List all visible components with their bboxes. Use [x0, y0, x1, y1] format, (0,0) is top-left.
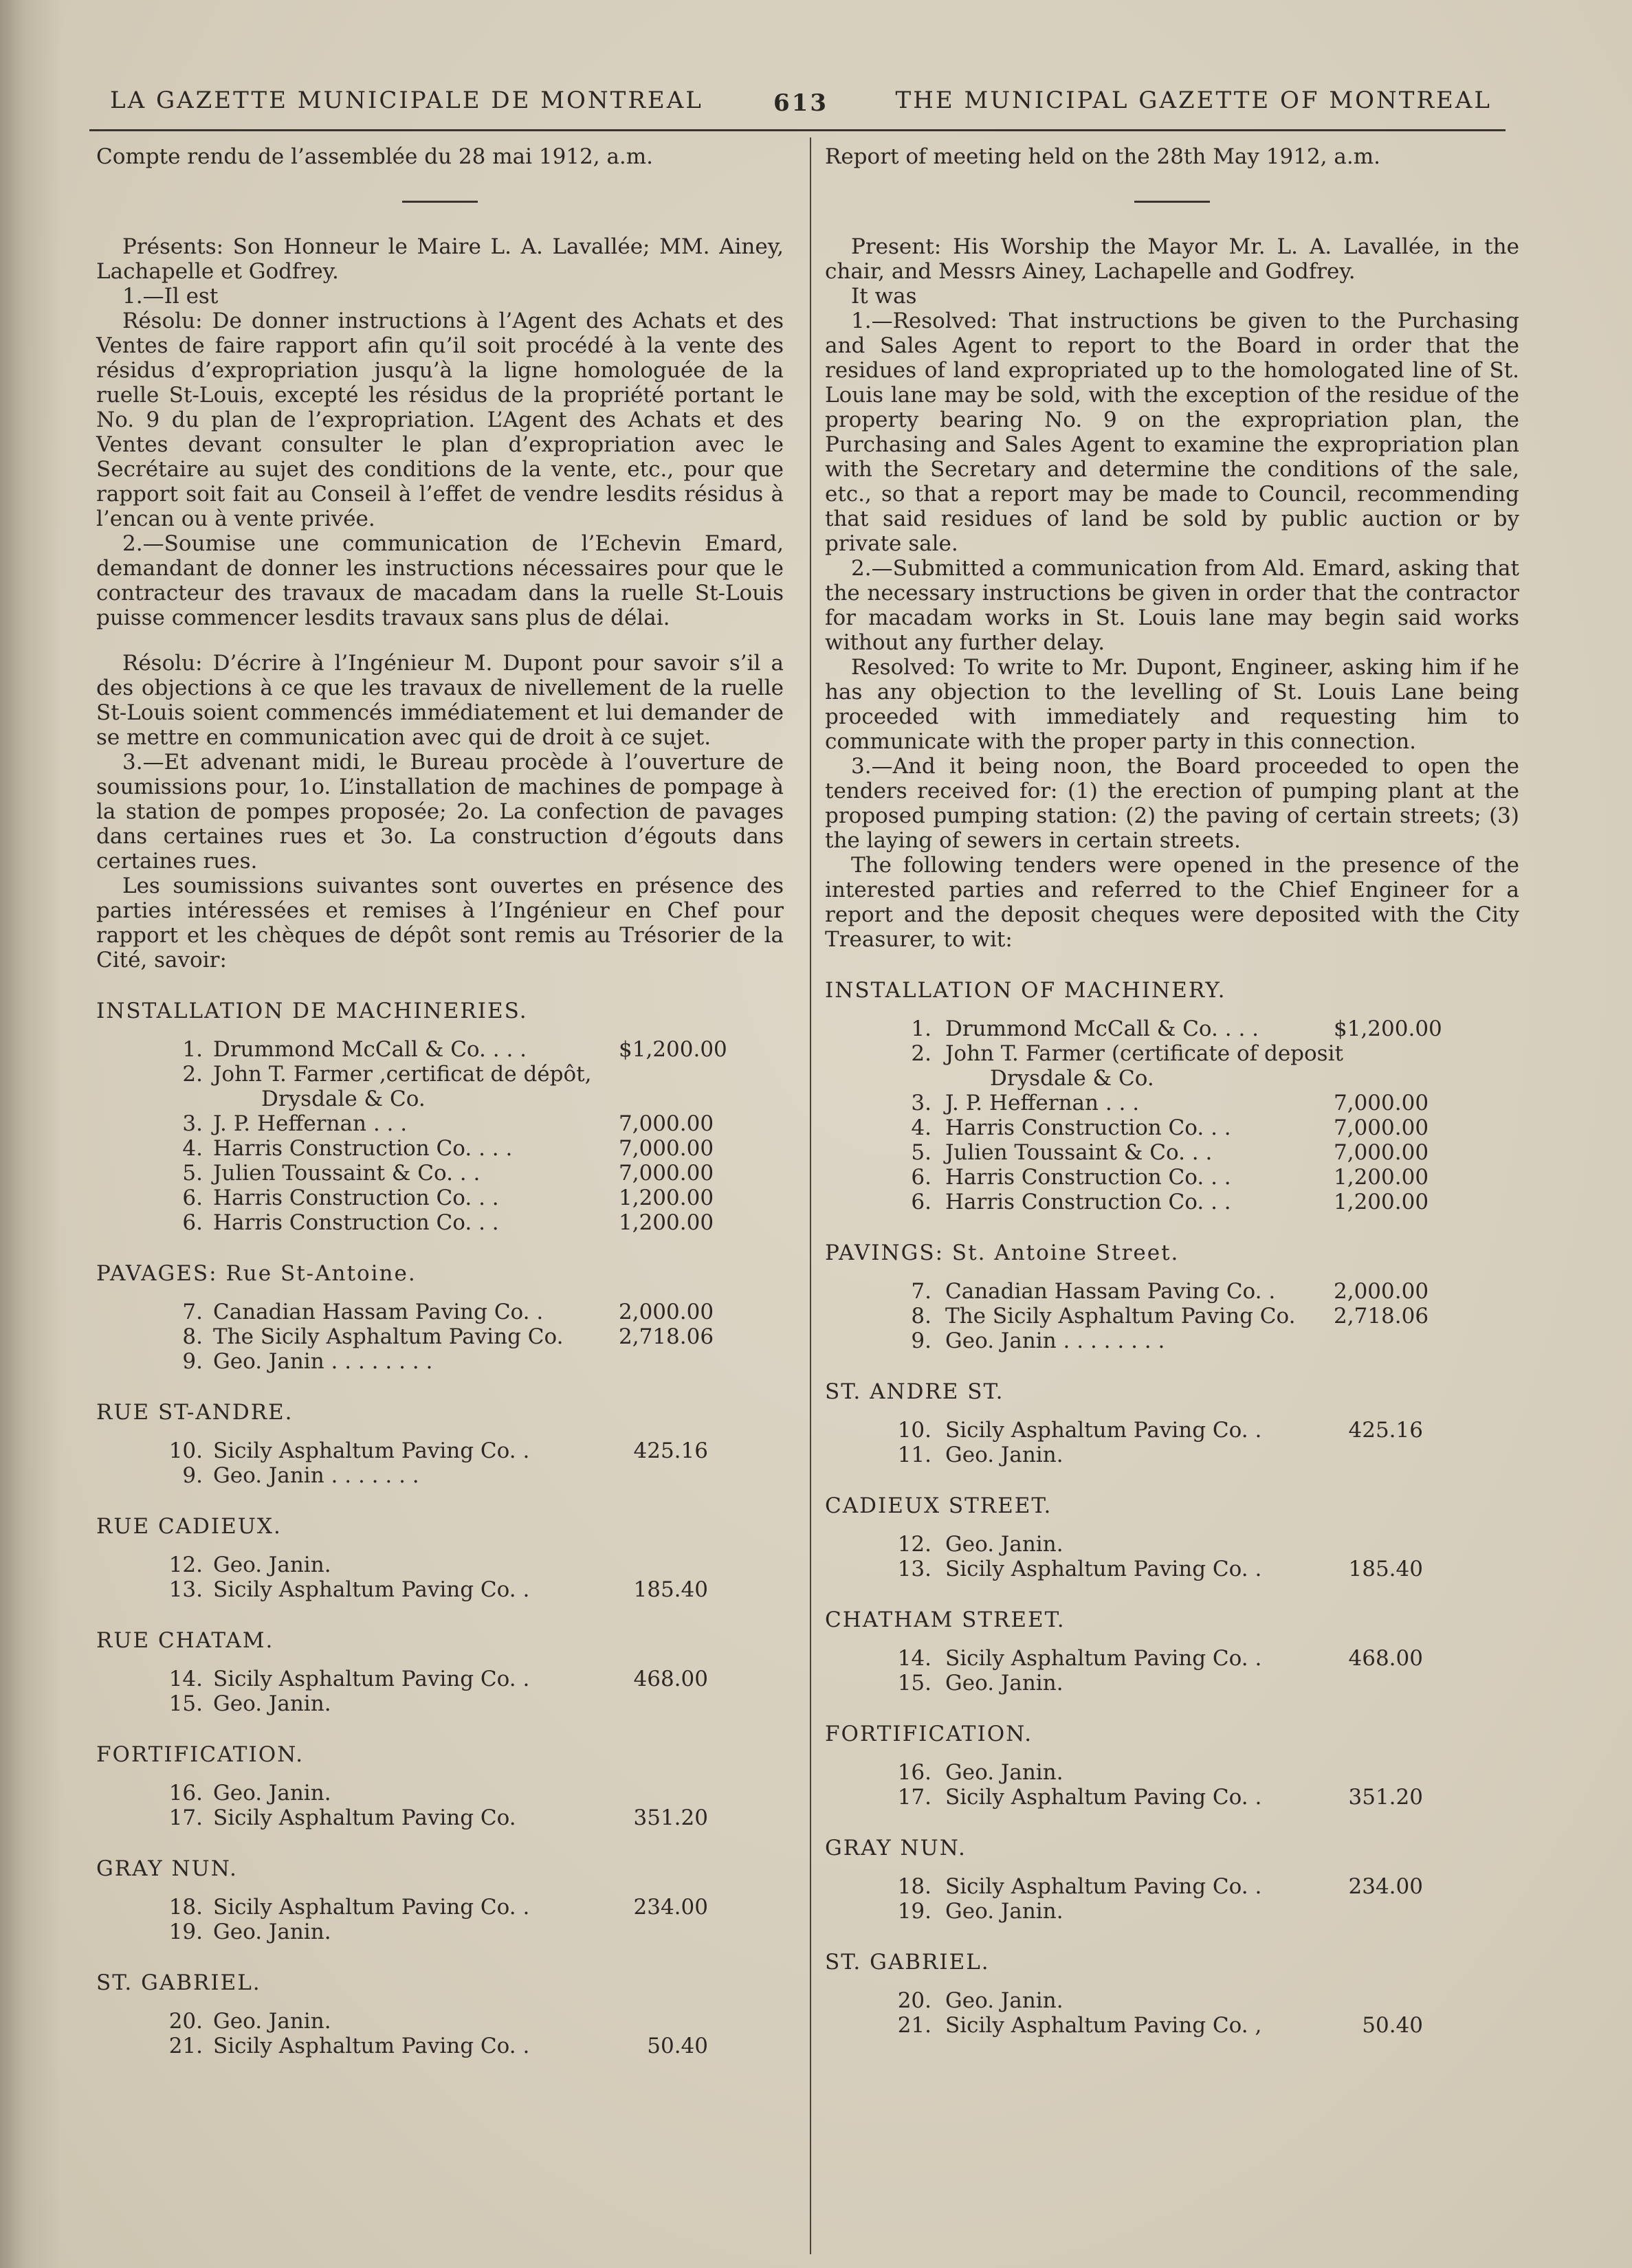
- tender-row: [825, 1671, 1519, 1696]
- tender-list: [96, 1553, 784, 1602]
- tender-row: [96, 1895, 784, 1920]
- tender-company: Geo. Janin . . . . . . . .: [213, 1349, 433, 1374]
- tender-row: [96, 1062, 784, 1111]
- section-heading: RUE CHATAM.: [96, 1628, 274, 1653]
- tender-company: Geo. Janin.: [945, 1443, 1063, 1467]
- tender-company: Sicily Asphaltum Paving Co. .: [945, 1874, 1262, 1899]
- tender-row: [96, 1349, 784, 1374]
- french-item-2: 2.—Soumise une communication de l’Echevin Emard, demandant de donner les instructions nécessaires pour que le contracteur des travaux de macadam dans la ruelle St-Louis puisse commencer lesdits travaux sans plus de délai.: [96, 531, 784, 630]
- tender-amount: 468.00: [1348, 1646, 1423, 1671]
- tender-list: [96, 1895, 784, 1944]
- tender-row: [96, 1300, 784, 1324]
- tender-number: 8.: [182, 1324, 203, 1349]
- tender-amount: 1,200.00: [619, 1186, 714, 1210]
- tender-company: Drummond McCall & Co. . . .: [945, 1016, 1259, 1041]
- tender-company: The Sicily Asphaltum Paving Co.: [945, 1304, 1296, 1328]
- tender-number: 9.: [182, 1463, 203, 1488]
- page-header: [110, 82, 1492, 124]
- tender-number: 5.: [911, 1140, 931, 1165]
- french-tenders-intro: Les soumissions suivantes sont ouvertes en présence des parties intéressées et remises à l’Ingénieur en Chef pour rapport et les chèques de dépôt sont remis au Trésorier de la Cité, savoir:: [96, 874, 784, 972]
- tender-row: [96, 1438, 784, 1463]
- tender-row: [825, 1304, 1519, 1328]
- tender-amount: $1,200.00: [619, 1037, 727, 1062]
- tender-number: 3.: [911, 1091, 931, 1115]
- tender-row: [96, 2034, 784, 2058]
- french-tender-sections: [96, 999, 784, 2058]
- tender-amount: 2,000.00: [1334, 1279, 1429, 1304]
- tender-company: Harris Construction Co. . .: [213, 1186, 499, 1210]
- english-attendance: Present: His Worship the Mayor Mr. L. A. Lavallée, in the chair, and Messrs Ainey, Lachapelle and Godfrey.: [825, 234, 1519, 284]
- tender-number: 4.: [911, 1115, 931, 1140]
- tender-row: [825, 1760, 1519, 1785]
- tender-company: Geo. Janin.: [213, 1691, 331, 1716]
- tender-number: 17.: [897, 1785, 931, 1810]
- tender-number: 12.: [897, 1532, 931, 1557]
- tender-row: [825, 1646, 1519, 1671]
- tender-amount: 2,000.00: [619, 1300, 714, 1324]
- tender-row: [825, 1091, 1519, 1115]
- tender-amount: 234.00: [1348, 1874, 1423, 1899]
- tender-number: 4.: [182, 1136, 203, 1161]
- section-heading: CHATHAM STREET.: [825, 1608, 1066, 1632]
- french-meeting-title: Compte rendu de l’assemblée du 28 mai 1912, a.m.: [96, 144, 654, 169]
- tender-amount: 50.40: [1362, 2013, 1423, 2038]
- section-heading: ST. GABRIEL.: [825, 1950, 990, 1975]
- tender-number: 6.: [182, 1210, 203, 1235]
- tender-number: 17.: [168, 1805, 203, 1830]
- tender-number: 13.: [168, 1577, 203, 1602]
- header-french-title: LA GAZETTE MUNICIPALE DE MONTREAL: [110, 87, 703, 114]
- tender-row: [825, 1279, 1519, 1304]
- tender-number: 1.: [182, 1037, 203, 1062]
- tender-row: [96, 1553, 784, 1577]
- page-number: 613: [773, 89, 828, 117]
- tender-company: Sicily Asphaltum Paving Co. .: [213, 2034, 530, 2058]
- tender-row: [96, 1210, 784, 1235]
- tender-amount: 185.40: [633, 1577, 708, 1602]
- tender-number: 15.: [168, 1691, 203, 1716]
- tender-list: [96, 1667, 784, 1716]
- tender-row: [825, 1532, 1519, 1557]
- tender-row: [825, 1874, 1519, 1899]
- section-heading: ST. GABRIEL.: [96, 1970, 261, 1995]
- tender-row: [96, 1691, 784, 1716]
- tender-list: [96, 1300, 784, 1374]
- tender-list: [96, 1037, 784, 1235]
- tender-row: [96, 1186, 784, 1210]
- tender-row: [96, 1463, 784, 1488]
- tender-row: [96, 1920, 784, 1944]
- french-il-est: 1.—Il est: [122, 284, 219, 309]
- tender-list: [825, 1532, 1519, 1581]
- tender-amount: 234.00: [633, 1895, 708, 1920]
- tender-company-cont: Drysdale & Co.: [261, 1087, 426, 1111]
- tender-list: [825, 1760, 1519, 1810]
- tender-amount: $1,200.00: [1334, 1016, 1442, 1041]
- tender-number: 16.: [168, 1781, 203, 1805]
- tender-number: 20.: [897, 1988, 931, 2013]
- tender-row: [825, 2013, 1519, 2038]
- tender-amount: 425.16: [1348, 1418, 1423, 1443]
- tender-number: 19.: [168, 1920, 203, 1944]
- tender-amount: 351.20: [1348, 1785, 1423, 1810]
- column-divider: [810, 137, 811, 2254]
- tender-amount: 7,000.00: [619, 1136, 714, 1161]
- tender-amount: 185.40: [1348, 1557, 1423, 1581]
- french-resolution-1: Résolu: De donner instructions à l’Agent des Achats et des Ventes de faire rapport afin qu’il soit procédé à la vente des résidus d’expropriation jusqu’à la ligne homologuée de la ruelle St-Louis, excepté les résidus de la propriété portant le No. 9 du plan de l’expropriation. L’Agent des Achats et des Ventes devant consulter le plan d’expropriation avec le Secrétaire au sujet des conditions de la vente, etc., pour que rapport soit fait au Conseil à l’effet de vendre lesdits résidus à l’encan ou à vente privée.: [96, 309, 784, 531]
- section-heading: INSTALLATION OF MACHINERY.: [825, 978, 1226, 1003]
- tender-company: Geo. Janin.: [945, 1671, 1063, 1696]
- tender-number: 3.: [182, 1111, 203, 1136]
- tender-number: 1.: [911, 1016, 931, 1041]
- tender-company: J. P. Heffernan . . .: [945, 1091, 1140, 1115]
- tender-company: Sicily Asphaltum Paving Co. .: [213, 1895, 530, 1920]
- section-heading: RUE ST-ANDRE.: [96, 1400, 294, 1425]
- tender-number: 10.: [897, 1418, 931, 1443]
- tender-list: [825, 1646, 1519, 1696]
- tender-company: Geo. Janin.: [213, 1920, 331, 1944]
- english-title-rule: [1134, 201, 1210, 203]
- tender-row: [96, 1577, 784, 1602]
- section-heading: ST. ANDRE ST.: [825, 1379, 1004, 1404]
- section-heading: FORTIFICATION.: [825, 1722, 1033, 1746]
- tender-row: [825, 1016, 1519, 1041]
- tender-number: 8.: [911, 1304, 931, 1328]
- tender-number: 6.: [911, 1190, 931, 1214]
- tender-number: 6.: [182, 1186, 203, 1210]
- french-column: [96, 144, 784, 2058]
- tender-company: Harris Construction Co. . .: [945, 1115, 1231, 1140]
- tender-company: Harris Construction Co. . .: [945, 1190, 1231, 1214]
- tender-company: Sicily Asphaltum Paving Co. .: [213, 1667, 530, 1691]
- tender-amount: 1,200.00: [1334, 1165, 1429, 1190]
- section-heading: PAVINGS: St. Antoine Street.: [825, 1241, 1180, 1265]
- english-item-2: 2.—Submitted a communication from Ald. Emard, asking that the necessary instructions be given in order that the contractor for macadam works in St. Louis lane may begin said works without any further delay.: [825, 556, 1519, 655]
- tender-row: [96, 1161, 784, 1186]
- tender-row: [825, 1190, 1519, 1214]
- tender-company: Sicily Asphaltum Paving Co. .: [213, 1438, 530, 1463]
- tender-number: 9.: [911, 1328, 931, 1353]
- english-meeting-title: Report of meeting held on the 28th May 1912, a.m.: [825, 144, 1380, 169]
- french-attendance: Présents: Son Honneur le Maire L. A. Lavallée; MM. Ainey, Lachapelle et Godfrey.: [96, 234, 784, 284]
- tender-number: 16.: [897, 1760, 931, 1785]
- tender-list: [825, 1016, 1519, 1214]
- tender-company: Harris Construction Co. . . .: [213, 1136, 513, 1161]
- tender-company-cont: Drysdale & Co.: [990, 1066, 1154, 1091]
- tender-company: Harris Construction Co. . .: [945, 1165, 1231, 1190]
- english-it-was: It was: [851, 284, 917, 309]
- section-heading: RUE CADIEUX.: [96, 1514, 282, 1539]
- tender-company: Harris Construction Co. . .: [213, 1210, 499, 1235]
- english-tenders-intro: The following tenders were opened in the presence of the interested parties and referred to the Chief Engineer for a report and the deposit cheques were deposited with the City Treasurer, to wit:: [825, 853, 1519, 952]
- tender-row: [96, 1111, 784, 1136]
- english-resolution-2: Resolved: To write to Mr. Dupont, Engineer, asking him if he has any objection to the levelling of St. Louis Lane being proceeded with immediately and requesting him to communicate with the proper party in this connection.: [825, 655, 1519, 754]
- english-item-3: 3.—And it being noon, the Board proceeded to open the tenders received for: (1) the erection of pumping plant at the proposed pumping station: (2) the paving of certain streets; (3) the laying of sewers in certain streets.: [825, 754, 1519, 853]
- tender-amount: 7,000.00: [1334, 1115, 1429, 1140]
- tender-row: [96, 1781, 784, 1805]
- section-heading: GRAY NUN.: [825, 1836, 967, 1860]
- english-column: [825, 144, 1519, 2038]
- tender-company: J. P. Heffernan . . .: [213, 1111, 408, 1136]
- tender-number: 14.: [168, 1667, 203, 1691]
- tender-number: 18.: [897, 1874, 931, 1899]
- tender-row: [96, 1667, 784, 1691]
- tender-number: 2.: [911, 1041, 931, 1066]
- tender-company: Geo. Janin.: [945, 1899, 1063, 1924]
- tender-list: [96, 1781, 784, 1830]
- tender-company: Geo. Janin.: [945, 1760, 1063, 1785]
- tender-number: 6.: [911, 1165, 931, 1190]
- tender-row: [825, 1165, 1519, 1190]
- french-title-rule: [402, 201, 478, 203]
- tender-row: [825, 1899, 1519, 1924]
- section-heading: GRAY NUN.: [96, 1856, 238, 1881]
- tender-company: Geo. Janin . . . . . . .: [213, 1463, 419, 1488]
- tender-number: 7.: [911, 1279, 931, 1304]
- tender-number: 15.: [897, 1671, 931, 1696]
- tender-company: Geo. Janin.: [945, 1532, 1063, 1557]
- header-english-title: THE MUNICIPAL GAZETTE OF MONTREAL: [895, 87, 1492, 114]
- tender-row: [96, 1324, 784, 1349]
- english-resolution-1: 1.—Resolved: That instructions be given to the Purchasing and Sales Agent to report to the Board in order that the residues of land expropriated up to the homologated line of St. Louis lane may be sold, with the exception of the residue of the property bearing No. 9 on the expropriation plan, the Purchasing and Sales Agent to examine the expropriation plan with the Secretary and determine the conditions of the sale, etc., so that a report may be made to Council, recommending that said residues of land be sold by public auction or by private sale.: [825, 309, 1519, 556]
- tender-list: [96, 1438, 784, 1488]
- tender-amount: 1,200.00: [619, 1210, 714, 1235]
- tender-amount: 7,000.00: [619, 1111, 714, 1136]
- tender-row: [96, 1136, 784, 1161]
- tender-row: [96, 1037, 784, 1062]
- tender-company: Canadian Hassam Paving Co. .: [213, 1300, 544, 1324]
- tender-row: [825, 1988, 1519, 2013]
- tender-number: 12.: [168, 1553, 203, 1577]
- tender-company: Geo. Janin . . . . . . . .: [945, 1328, 1165, 1353]
- tender-amount: 1,200.00: [1334, 1190, 1429, 1214]
- tender-amount: 7,000.00: [1334, 1140, 1429, 1165]
- tender-company: Geo. Janin.: [213, 1781, 331, 1805]
- section-heading: CADIEUX STREET.: [825, 1493, 1052, 1518]
- tender-list: [825, 1874, 1519, 1924]
- tender-row: [825, 1443, 1519, 1467]
- tender-company: John T. Farmer ,certificat de dépôt,: [213, 1062, 592, 1087]
- tender-company: Sicily Asphaltum Paving Co.: [213, 1805, 516, 1830]
- tender-number: 21.: [168, 2034, 203, 2058]
- tender-company: Sicily Asphaltum Paving Co. .: [213, 1577, 530, 1602]
- section-heading: FORTIFICATION.: [96, 1742, 305, 1767]
- binding-shadow: [0, 0, 62, 2268]
- tender-company: John T. Farmer (certificate of deposit: [945, 1041, 1343, 1066]
- tender-company: Canadian Hassam Paving Co. .: [945, 1279, 1276, 1304]
- tender-number: 11.: [897, 1443, 931, 1467]
- tender-row: [825, 1557, 1519, 1581]
- tender-row: [825, 1041, 1519, 1091]
- tender-row: [825, 1115, 1519, 1140]
- tender-number: 2.: [182, 1062, 203, 1087]
- tender-amount: 7,000.00: [619, 1161, 714, 1186]
- tender-company: Sicily Asphaltum Paving Co. ,: [945, 2013, 1262, 2038]
- tender-row: [96, 1805, 784, 1830]
- tender-company: Sicily Asphaltum Paving Co. .: [945, 1646, 1262, 1671]
- tender-company: Geo. Janin.: [945, 1988, 1063, 2013]
- tender-row: [825, 1140, 1519, 1165]
- tender-number: 13.: [897, 1557, 931, 1581]
- tender-company: Julien Toussaint & Co. . .: [945, 1140, 1213, 1165]
- tender-list: [96, 2009, 784, 2058]
- tender-row: [825, 1328, 1519, 1353]
- tender-number: 7.: [182, 1300, 203, 1324]
- section-heading: INSTALLATION DE MACHINERIES.: [96, 999, 528, 1023]
- header-rule: [89, 129, 1506, 131]
- tender-row: [96, 2009, 784, 2034]
- tender-number: 20.: [168, 2009, 203, 2034]
- tender-list: [825, 1279, 1519, 1353]
- tender-amount: 2,718.06: [1334, 1304, 1429, 1328]
- tender-company: Sicily Asphaltum Paving Co. .: [945, 1557, 1262, 1581]
- tender-number: 9.: [182, 1349, 203, 1374]
- tender-amount: 425.16: [633, 1438, 708, 1463]
- tender-row: [825, 1418, 1519, 1443]
- tender-amount: 7,000.00: [1334, 1091, 1429, 1115]
- tender-list: [825, 1418, 1519, 1467]
- tender-company: Sicily Asphaltum Paving Co. .: [945, 1785, 1262, 1810]
- tender-number: 14.: [897, 1646, 931, 1671]
- tender-amount: 468.00: [633, 1667, 708, 1691]
- tender-company: Geo. Janin.: [213, 1553, 331, 1577]
- tender-row: [825, 1785, 1519, 1810]
- tender-number: 5.: [182, 1161, 203, 1186]
- english-tender-sections: [825, 978, 1519, 2038]
- tender-number: 19.: [897, 1899, 931, 1924]
- tender-company: Sicily Asphaltum Paving Co. .: [945, 1418, 1262, 1443]
- tender-amount: 50.40: [647, 2034, 708, 2058]
- tender-amount: 351.20: [633, 1805, 708, 1830]
- tender-number: 18.: [168, 1895, 203, 1920]
- tender-number: 21.: [897, 2013, 931, 2038]
- french-item-3: 3.—Et advenant midi, le Bureau procède à l’ouverture de soumissions pour, 1o. L’installation de machines de pompage à la station de pompes proposée; 2o. La confection de pavages dans certaines rues et 3o. La construction d’égouts dans certaines rues.: [96, 750, 784, 874]
- tender-list: [825, 1988, 1519, 2038]
- tender-amount: 2,718.06: [619, 1324, 714, 1349]
- french-resolution-2: Résolu: D’écrire à l’Ingénieur M. Dupont pour savoir s’il a des objections à ce que les travaux de nivellement de la ruelle St-Louis soient commencés immédiatement et lui demander de se mettre en communication avec qui de droit à ce sujet.: [96, 651, 784, 750]
- tender-company: Julien Toussaint & Co. . .: [213, 1161, 481, 1186]
- tender-number: 10.: [168, 1438, 203, 1463]
- section-heading: PAVAGES: Rue St-Antoine.: [96, 1261, 417, 1286]
- tender-company: The Sicily Asphaltum Paving Co.: [213, 1324, 564, 1349]
- tender-company: Geo. Janin.: [213, 2009, 331, 2034]
- tender-company: Drummond McCall & Co. . . .: [213, 1037, 527, 1062]
